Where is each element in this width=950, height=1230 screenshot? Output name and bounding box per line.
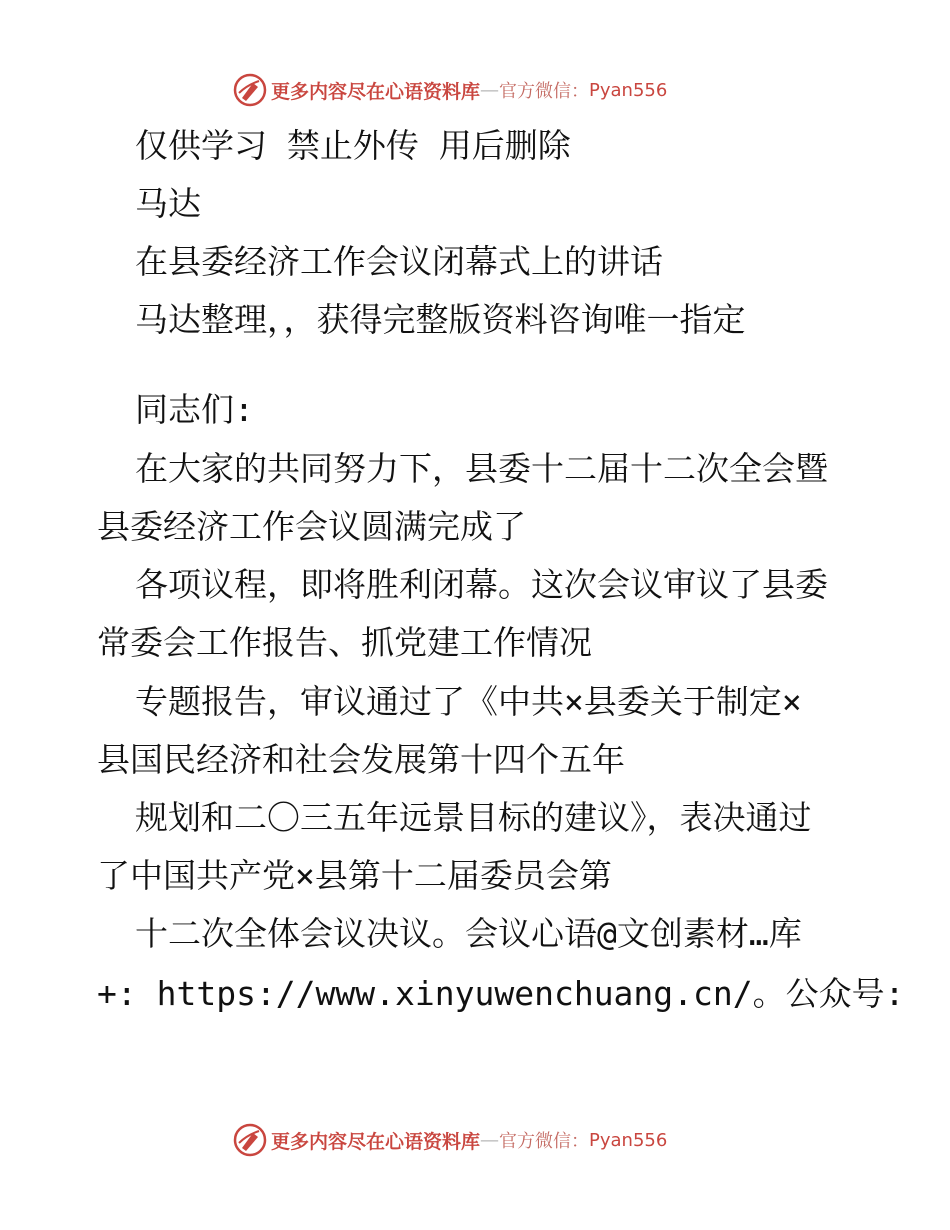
pen-nib-logo-icon <box>233 1123 267 1157</box>
salutation-line: 同志们: <box>135 390 254 429</box>
watermark-label: 官方微信： <box>499 1131 590 1152</box>
watermark-label: 官方微信： <box>499 81 590 102</box>
paragraph-line: 专题报告，审议通过了《中共×县委关于制定× <box>135 682 802 721</box>
paragraph-line-url: +: https://www.xinyuwenchuang.cn/。公众号: <box>97 974 905 1013</box>
notice-line: 仅供学习 禁止外传 用后删除 <box>135 126 571 165</box>
paragraph-line: 县国民经济和社会发展第十四个五年 <box>97 740 625 779</box>
paragraph-line: 了中国共产党×县第十二届委员会第 <box>97 856 612 895</box>
speech-title: 在县委经济工作会议闭幕式上的讲话 <box>135 242 663 281</box>
paragraph-line: 规划和二〇三五年远景目标的建议》，表决通过 <box>135 798 812 837</box>
paragraph-line: 常委会工作报告、抓党建工作情况 <box>97 623 592 662</box>
footer-watermark <box>233 1120 753 1160</box>
header-watermark <box>233 70 753 110</box>
watermark-main-text: 更多内容尽在心语资料库 <box>271 80 481 103</box>
paragraph-line: 十二次全体会议决议。会议心语@文创素材…库 <box>135 914 802 953</box>
paragraph-line: 各项议程，即将胜利闭幕。这次会议审议了县委 <box>135 565 828 604</box>
watermark-wechat-id: Pyan556 <box>589 1129 668 1151</box>
watermark-separator: — <box>480 79 500 101</box>
compiler-line: 马达整理，，获得完整版资料咨询唯一指定 <box>135 300 746 339</box>
author-line: 马达 <box>135 184 201 223</box>
watermark-separator: — <box>480 1129 500 1151</box>
watermark-main-text: 更多内容尽在心语资料库 <box>271 1130 481 1153</box>
pen-nib-logo-icon <box>233 73 267 107</box>
paragraph-line: 县委经济工作会议圆满完成了 <box>97 507 526 546</box>
watermark-wechat-id: Pyan556 <box>589 79 668 101</box>
paragraph-line: 在大家的共同努力下，县委十二届十二次全会暨 <box>135 449 828 488</box>
